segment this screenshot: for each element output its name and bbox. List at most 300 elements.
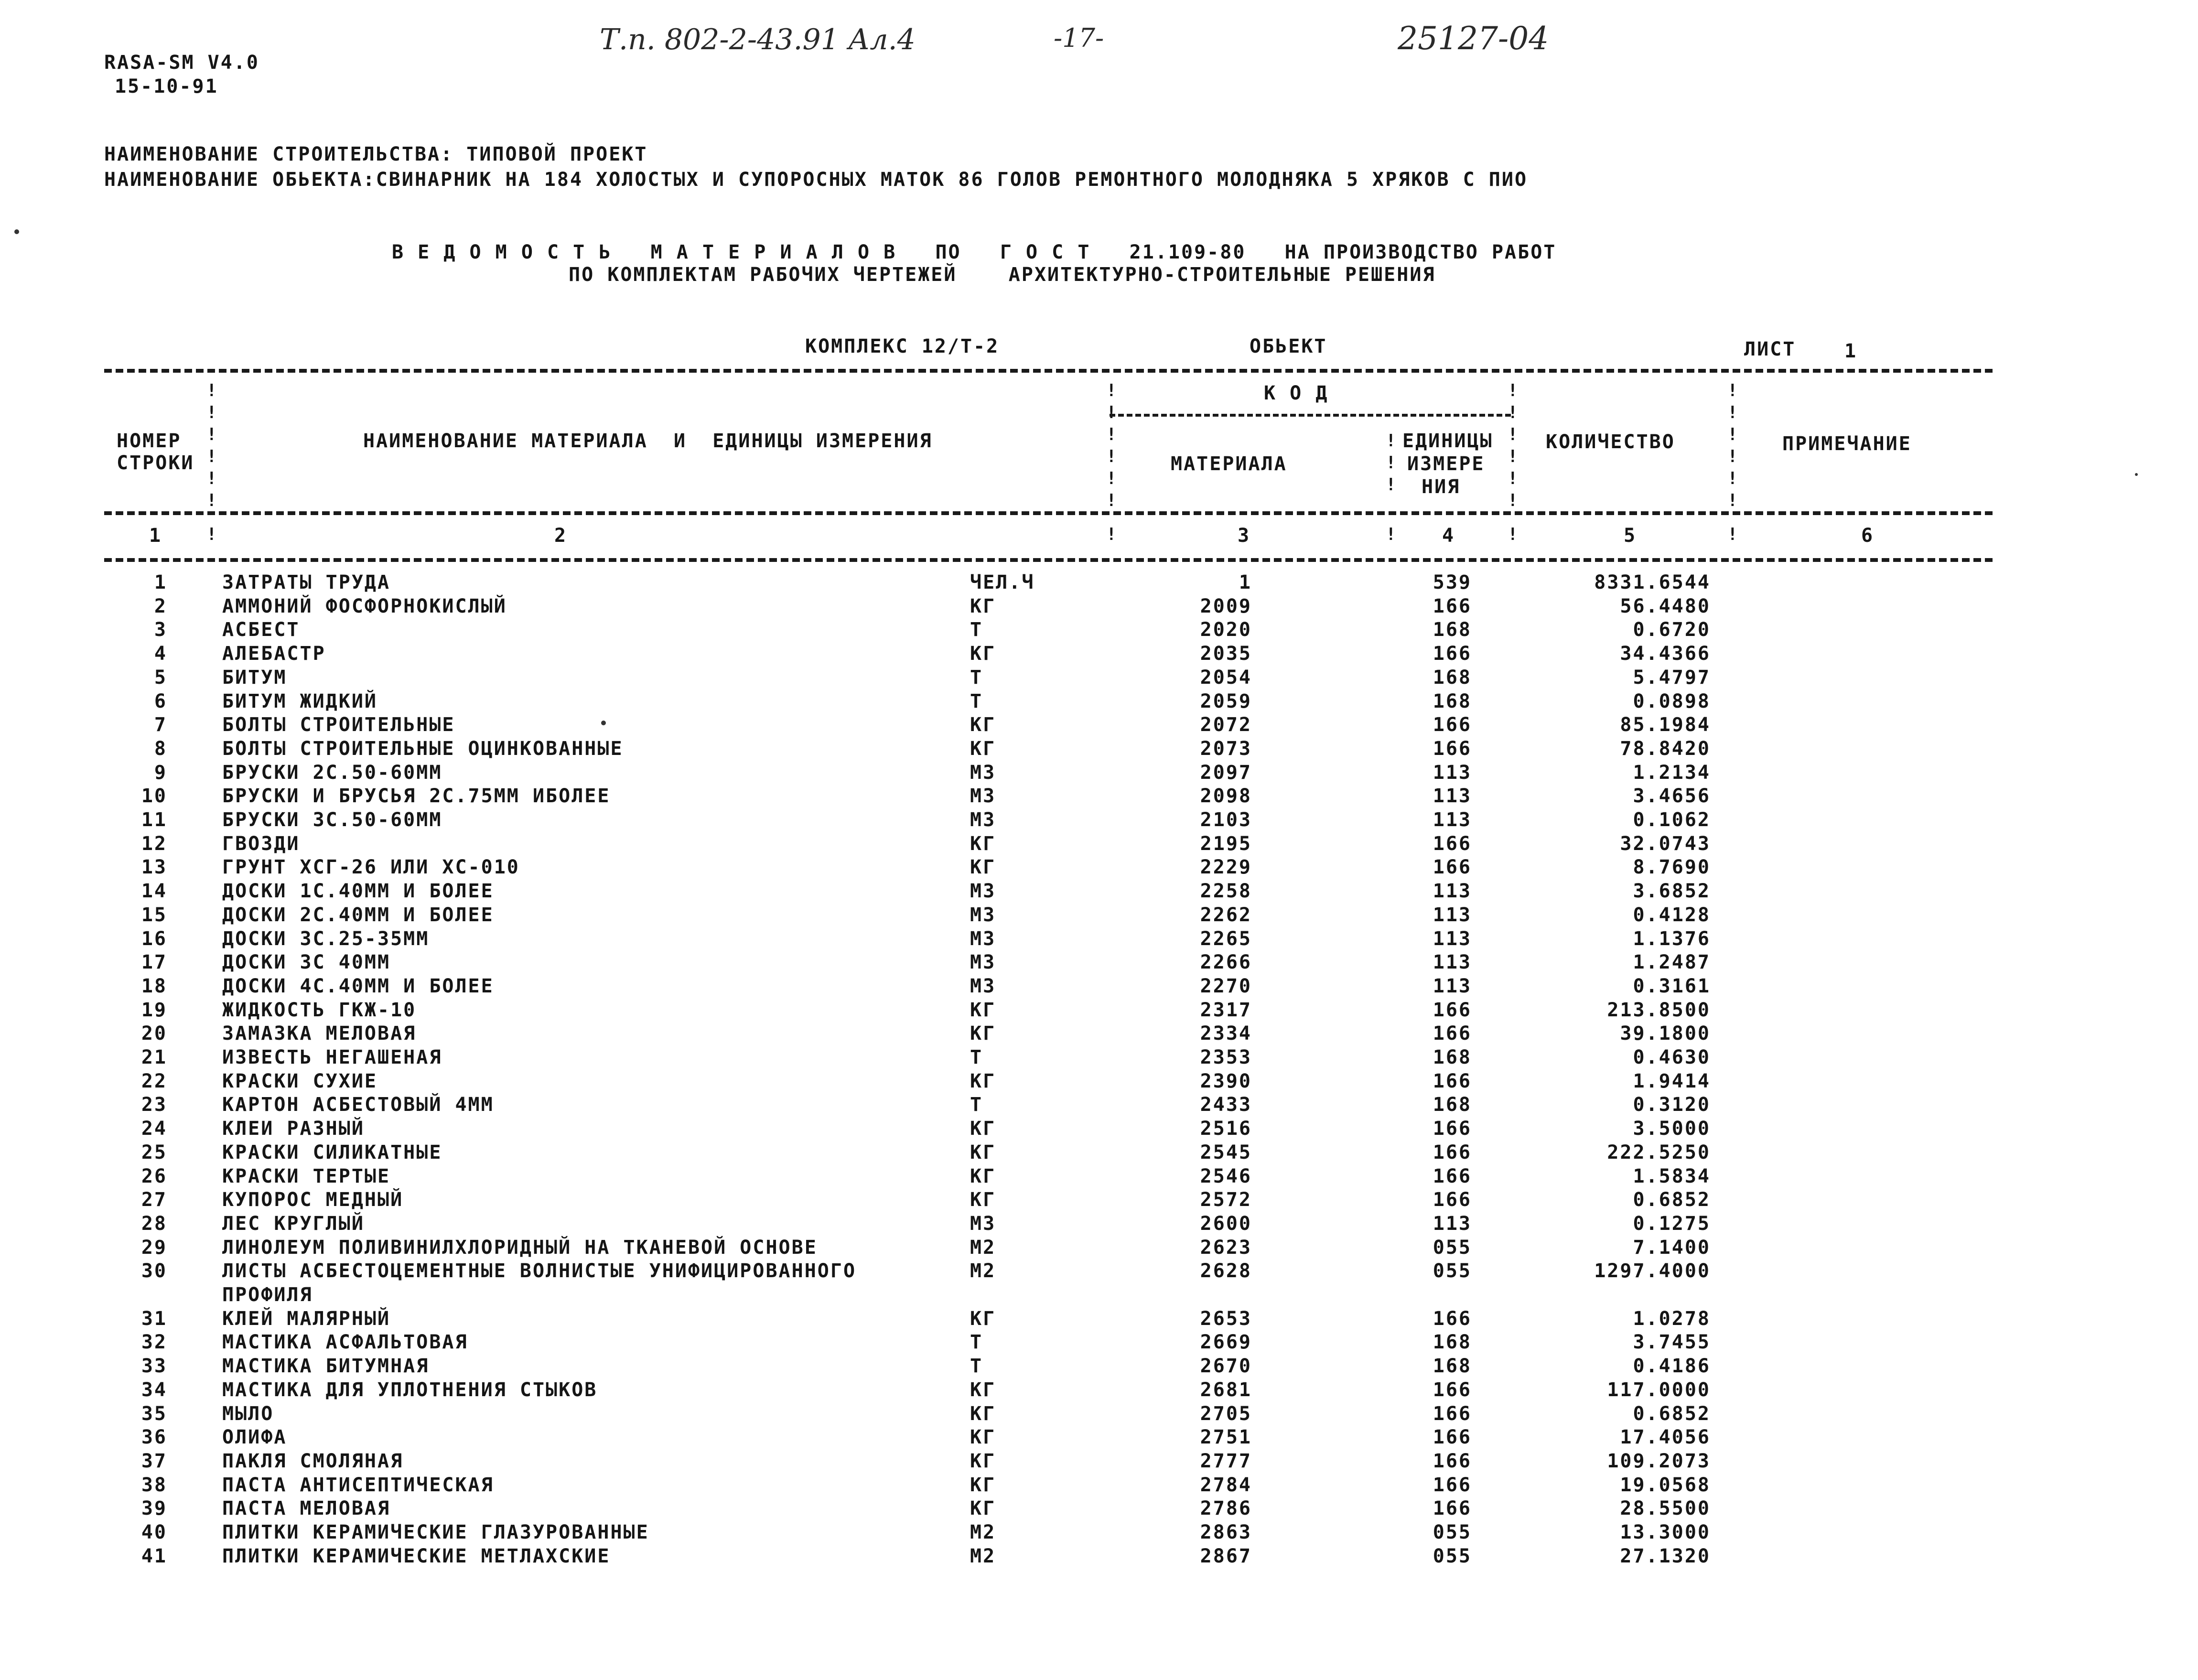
col-number-4: 4 xyxy=(1442,525,1455,547)
unit-cell: М2 xyxy=(970,1521,996,1543)
row-number-cell: 21 xyxy=(141,1046,167,1068)
sheet-number: 1 xyxy=(1844,340,1858,362)
row-number-cell: 1 xyxy=(154,571,167,593)
table-row xyxy=(0,904,2198,928)
table-row xyxy=(0,1450,2198,1474)
quantity-cell: 17.4056 xyxy=(1620,1426,1711,1449)
quantity-cell: 39.1800 xyxy=(1620,1023,1711,1045)
material-code-cell: 2334 xyxy=(1200,1023,1252,1045)
material-name-cell: КЛЕИ РАЗНЫЙ xyxy=(222,1118,365,1140)
row-number-cell: 30 xyxy=(141,1260,167,1282)
quantity-cell: 1.2134 xyxy=(1633,761,1711,784)
material-code-cell: 2270 xyxy=(1200,975,1252,997)
material-name-cell: КРАСКИ ТЕРТЫЕ xyxy=(222,1165,391,1187)
unit-code-cell: 166 xyxy=(1433,1474,1472,1496)
table-row xyxy=(0,951,2198,975)
col-number-3: 3 xyxy=(1238,525,1251,547)
unit-cell: КГ xyxy=(970,643,996,665)
material-name-cell: ЛЕС КРУГЛЫЙ xyxy=(222,1212,365,1235)
material-name-cell: ЗАТРАТЫ ТРУДА xyxy=(222,571,391,593)
unit-code-cell: 166 xyxy=(1433,1497,1472,1520)
unit-cell: ЧЕЛ.Ч xyxy=(970,571,1035,593)
material-code-cell: 2867 xyxy=(1200,1545,1252,1567)
table-row xyxy=(0,571,2198,595)
row-number-cell: 37 xyxy=(141,1450,167,1472)
material-code-cell: 2317 xyxy=(1200,999,1252,1021)
row-number-cell: 27 xyxy=(141,1189,167,1211)
unit-cell: Т xyxy=(970,690,983,712)
unit-code-cell: 166 xyxy=(1433,832,1472,855)
row-number-cell: 24 xyxy=(141,1118,167,1140)
unit-code-cell: 168 xyxy=(1433,1355,1472,1378)
material-name-cell: ПЛИТКИ КЕРАМИЧЕСКИЕ МЕТЛАХСКИЕ xyxy=(222,1545,611,1567)
material-code-cell: 2229 xyxy=(1200,856,1252,879)
row-number-cell: 16 xyxy=(141,927,167,950)
material-name-cell: МАСТИКА АСФАЛЬТОВАЯ xyxy=(222,1331,468,1354)
unit-code-cell: 166 xyxy=(1433,737,1472,760)
row-number-cell: 35 xyxy=(141,1402,167,1425)
unit-code-cell: 166 xyxy=(1433,1378,1472,1401)
unit-cell: КГ xyxy=(970,595,996,617)
material-name-cell: ДОСКИ 3С.25-35ММ xyxy=(222,927,430,950)
handwritten-document-number: 25127-04 xyxy=(1398,20,1549,57)
material-name-cell: АММОНИЙ ФОСФОРНОКИСЛЫЙ xyxy=(222,595,507,617)
row-number-cell: 32 xyxy=(141,1331,167,1354)
program-name: RASA-SM V4.0 xyxy=(104,52,259,74)
row-number-cell: 39 xyxy=(141,1497,167,1520)
quantity-cell: 34.4366 xyxy=(1620,643,1711,665)
table-row xyxy=(0,1046,2198,1070)
material-code-cell: 2035 xyxy=(1200,643,1252,665)
col-unit-code-header-3: НИЯ xyxy=(1422,476,1461,498)
row-number-cell: 12 xyxy=(141,832,167,855)
table-row xyxy=(0,975,2198,999)
quantity-cell: 1.5834 xyxy=(1633,1165,1711,1187)
quantity-cell: 7.1400 xyxy=(1633,1236,1711,1259)
unit-cell: М2 xyxy=(970,1236,996,1259)
row-number-cell: 31 xyxy=(141,1307,167,1330)
table-row xyxy=(0,1545,2198,1569)
unit-code-cell: 166 xyxy=(1433,1450,1472,1472)
material-name-cell: КЛЕЙ МАЛЯРНЫЙ xyxy=(222,1307,391,1330)
row-number-cell: 8 xyxy=(154,737,167,760)
unit-code-cell: 168 xyxy=(1433,690,1472,712)
row-number-cell: 4 xyxy=(154,643,167,665)
unit-cell: КГ xyxy=(970,1378,996,1401)
program-date: 15-10-91 xyxy=(115,75,218,97)
unit-cell: КГ xyxy=(970,1165,996,1187)
unit-cell: КГ xyxy=(970,1474,996,1496)
quantity-cell: 85.1984 xyxy=(1620,714,1711,736)
row-number-cell: 7 xyxy=(154,714,167,736)
material-name-cell: МАСТИКА БИТУМНАЯ xyxy=(222,1355,430,1378)
material-code-cell: 2863 xyxy=(1200,1521,1252,1543)
unit-code-cell: 166 xyxy=(1433,1426,1472,1449)
table-row xyxy=(0,1308,2198,1332)
unit-code-cell: 168 xyxy=(1433,666,1472,689)
material-code-cell: 2751 xyxy=(1200,1426,1252,1449)
table-row xyxy=(0,833,2198,857)
material-code-cell: 2777 xyxy=(1200,1450,1252,1472)
unit-code-cell: 113 xyxy=(1433,951,1472,974)
unit-code-cell: 166 xyxy=(1433,1189,1472,1211)
table-row xyxy=(0,1355,2198,1379)
table-row xyxy=(0,1142,2198,1165)
material-name-cell: ОЛИФА xyxy=(222,1426,287,1449)
unit-cell: КГ xyxy=(970,1426,996,1449)
material-name-cell: ЖИДКОСТЬ ГКЖ-10 xyxy=(222,999,417,1021)
row-number-cell: 41 xyxy=(141,1545,167,1567)
col-code-group-header: К О Д xyxy=(1264,382,1329,404)
material-code-cell: 2623 xyxy=(1200,1236,1252,1259)
material-code-cell: 2353 xyxy=(1200,1046,1252,1068)
unit-cell: М3 xyxy=(970,880,996,903)
unit-cell: М3 xyxy=(970,1212,996,1235)
material-name-cell: ПАСТА МЕЛОВАЯ xyxy=(222,1497,391,1520)
unit-code-cell: 166 xyxy=(1433,1070,1472,1092)
material-code-cell: 2669 xyxy=(1200,1331,1252,1354)
material-code-cell: 2546 xyxy=(1200,1165,1252,1187)
quantity-cell: 1.1376 xyxy=(1633,927,1711,950)
unit-cell: Т xyxy=(970,1094,983,1116)
col-unit-code-header-2: ИЗМЕРЕ xyxy=(1407,453,1485,475)
unit-code-cell: 166 xyxy=(1433,643,1472,665)
quantity-cell: 3.6852 xyxy=(1633,880,1711,903)
quantity-cell: 0.6720 xyxy=(1633,619,1711,641)
unit-code-cell: 166 xyxy=(1433,714,1472,736)
row-number-cell: 14 xyxy=(141,880,167,903)
unit-code-cell: 166 xyxy=(1433,1165,1472,1187)
row-number-cell: 26 xyxy=(141,1165,167,1187)
quantity-cell: 8331.6544 xyxy=(1594,571,1711,593)
column-separator: ! xyxy=(1508,525,1518,544)
table-row xyxy=(0,928,2198,952)
object-label: ОБЬЕКТ xyxy=(1250,335,1327,357)
unit-cell: КГ xyxy=(970,856,996,879)
quantity-cell: 3.7455 xyxy=(1633,1331,1711,1354)
scan-speck xyxy=(14,229,19,234)
material-code-cell: 2098 xyxy=(1200,785,1252,808)
unit-code-cell: 113 xyxy=(1433,809,1472,831)
column-numbers-rule xyxy=(104,558,1993,562)
column-separator: ! ! ! ! ! ! xyxy=(1727,381,1738,510)
column-separator: ! ! ! ! ! ! xyxy=(1106,381,1117,510)
col-row-number-header-2: СТРОКИ xyxy=(117,452,194,474)
table-row xyxy=(0,595,2198,619)
material-code-cell: 2572 xyxy=(1200,1189,1252,1211)
material-name-cell: ПРОФИЛЯ xyxy=(222,1284,313,1306)
table-row xyxy=(0,667,2198,690)
document-subtitle: ПО КОМПЛЕКТАМ РАБОЧИХ ЧЕРТЕЖЕЙ АРХИТЕКТУРНО-СТРОИТЕЛЬНЫЕ РЕШЕНИЯ xyxy=(569,264,1436,286)
unit-code-cell: 055 xyxy=(1433,1236,1472,1259)
quantity-cell: 1.9414 xyxy=(1633,1070,1711,1092)
unit-cell: КГ xyxy=(970,1118,996,1140)
material-name-cell: БИТУМ ЖИДКИЙ xyxy=(222,690,377,712)
material-code-cell: 2262 xyxy=(1200,904,1252,926)
row-number-cell: 10 xyxy=(141,785,167,808)
col-number-6: 6 xyxy=(1861,525,1875,547)
table-row xyxy=(0,1165,2198,1189)
row-number-cell: 19 xyxy=(141,999,167,1021)
table-row xyxy=(0,1118,2198,1142)
material-code-cell: 2097 xyxy=(1200,761,1252,784)
material-name-cell: БОЛТЫ СТРОИТЕЛЬНЫЕ ОЦИНКОВАННЫЕ xyxy=(222,737,624,760)
row-number-cell: 6 xyxy=(154,690,167,712)
quantity-cell: 0.6852 xyxy=(1633,1189,1711,1211)
material-code-cell: 2786 xyxy=(1200,1497,1252,1520)
unit-code-cell: 113 xyxy=(1433,880,1472,903)
quantity-cell: 27.1320 xyxy=(1620,1545,1711,1567)
material-name-cell: АЛЕБАСТР xyxy=(222,643,326,665)
unit-cell: КГ xyxy=(970,1141,996,1163)
unit-cell: М3 xyxy=(970,975,996,997)
construction-name: НАИМЕНОВАНИЕ СТРОИТЕЛЬСТВА: ТИПОВОЙ ПРОЕКТ xyxy=(104,143,648,165)
quantity-cell: 1297.4000 xyxy=(1594,1260,1711,1282)
quantity-cell: 0.4630 xyxy=(1633,1046,1711,1068)
material-name-cell: МЫЛО xyxy=(222,1402,274,1425)
unit-code-cell: 166 xyxy=(1433,1141,1472,1163)
material-name-cell: БРУСКИ И БРУСЬЯ 2С.75ММ ИБОЛЕЕ xyxy=(222,785,611,808)
row-number-cell: 5 xyxy=(154,666,167,689)
unit-cell: Т xyxy=(970,666,983,689)
material-name-cell: ГРУНТ ХСГ-26 ИЛИ ХС-010 xyxy=(222,856,520,879)
table-row xyxy=(0,643,2198,667)
unit-code-cell: 168 xyxy=(1433,1046,1472,1068)
col-number-5: 5 xyxy=(1624,525,1637,547)
row-number-cell: 25 xyxy=(141,1141,167,1163)
col-quantity-header: КОЛИЧЕСТВО xyxy=(1546,431,1675,453)
row-number-cell: 29 xyxy=(141,1236,167,1259)
unit-code-cell: 168 xyxy=(1433,1094,1472,1116)
material-name-cell: ДОСКИ 1С.40ММ И БОЛЕЕ xyxy=(222,880,494,903)
unit-code-cell: 113 xyxy=(1433,904,1472,926)
quantity-cell: 0.0898 xyxy=(1633,690,1711,712)
unit-code-cell: 166 xyxy=(1433,999,1472,1021)
material-name-cell: БРУСКИ 3С.50-60ММ xyxy=(222,809,442,831)
object-name: НАИМЕНОВАНИЕ ОБЬЕКТА:СВИНАРНИК НА 184 ХОЛОСТЫХ И СУПОРОСНЫХ МАТОК 86 ГОЛОВ РЕМОНТНОГО МОЛОДНЯКА 5 ХРЯКОВ С ПИО xyxy=(104,169,1528,191)
unit-cell: Т xyxy=(970,1355,983,1378)
unit-cell: КГ xyxy=(970,1189,996,1211)
row-number-cell: 28 xyxy=(141,1212,167,1235)
table-top-rule xyxy=(104,369,1993,373)
material-name-cell: ДОСКИ 3С 40ММ xyxy=(222,951,391,974)
material-code-cell: 2433 xyxy=(1200,1094,1252,1116)
unit-code-cell: 166 xyxy=(1433,595,1472,617)
table-row xyxy=(0,1379,2198,1403)
unit-code-cell: 166 xyxy=(1433,856,1472,879)
material-name-cell: ДОСКИ 2С.40ММ И БОЛЕЕ xyxy=(222,904,494,926)
quantity-cell: 0.3120 xyxy=(1633,1094,1711,1116)
unit-cell: КГ xyxy=(970,714,996,736)
material-code-cell: 2265 xyxy=(1200,927,1252,950)
unit-code-cell: 113 xyxy=(1433,785,1472,808)
table-row xyxy=(0,1213,2198,1237)
unit-cell: М3 xyxy=(970,951,996,974)
document-title: В Е Д О М О С Т Ь М А Т Е Р И А Л О В ПО Г О С Т 21.109-80 НА ПРОИЗВОДСТВО РАБОТ xyxy=(392,241,1557,263)
table-row xyxy=(0,1237,2198,1260)
column-separator: ! ! ! ! ! ! xyxy=(1508,381,1518,510)
quantity-cell: 1.0278 xyxy=(1633,1307,1711,1330)
material-code-cell: 2784 xyxy=(1200,1474,1252,1496)
unit-cell: Т xyxy=(970,619,983,641)
material-code-cell: 2390 xyxy=(1200,1070,1252,1092)
quantity-cell: 0.4128 xyxy=(1633,904,1711,926)
material-code-cell: 2653 xyxy=(1200,1307,1252,1330)
material-code-cell: 2681 xyxy=(1200,1378,1252,1401)
unit-cell: М2 xyxy=(970,1545,996,1567)
column-separator: ! ! ! ! ! ! xyxy=(206,381,217,510)
quantity-cell: 0.1275 xyxy=(1633,1212,1711,1235)
row-number-cell: 2 xyxy=(154,595,167,617)
unit-code-cell: 166 xyxy=(1433,1402,1472,1425)
material-name-cell: АСБЕСТ xyxy=(222,619,300,641)
row-number-cell: 18 xyxy=(141,975,167,997)
unit-cell: М3 xyxy=(970,927,996,950)
material-code-cell: 2545 xyxy=(1200,1141,1252,1163)
table-row xyxy=(0,1070,2198,1094)
table-row xyxy=(0,690,2198,714)
quantity-cell: 0.4186 xyxy=(1633,1355,1711,1378)
unit-cell: М3 xyxy=(970,904,996,926)
material-code-cell: 2009 xyxy=(1200,595,1252,617)
material-name-cell: КАРТОН АСБЕСТОВЫЙ 4ММ xyxy=(222,1094,494,1116)
handwritten-page-number: -17- xyxy=(1054,23,1104,53)
table-row xyxy=(0,1284,2198,1308)
quantity-cell: 28.5500 xyxy=(1620,1497,1711,1520)
table-row xyxy=(0,1094,2198,1118)
material-name-cell: БОЛТЫ СТРОИТЕЛЬНЫЕ xyxy=(222,714,455,736)
column-separator: ! xyxy=(1727,525,1738,544)
quantity-cell: 0.6852 xyxy=(1633,1402,1711,1425)
row-number-cell: 13 xyxy=(141,856,167,879)
unit-cell: М2 xyxy=(970,1260,996,1282)
column-separator: ! xyxy=(206,525,217,544)
unit-cell: КГ xyxy=(970,1402,996,1425)
quantity-cell: 0.1062 xyxy=(1633,809,1711,831)
material-code-cell: 2054 xyxy=(1200,666,1252,689)
row-number-cell: 38 xyxy=(141,1474,167,1496)
table-row xyxy=(0,999,2198,1023)
table-row xyxy=(0,856,2198,880)
unit-code-cell: 113 xyxy=(1433,1212,1472,1235)
material-code-cell: 2103 xyxy=(1200,809,1252,831)
quantity-cell: 3.4656 xyxy=(1633,785,1711,808)
unit-code-cell: 166 xyxy=(1433,1118,1472,1140)
col-row-number-header-1: НОМЕР xyxy=(117,430,182,452)
unit-code-cell: 113 xyxy=(1433,975,1472,997)
unit-code-cell: 166 xyxy=(1433,1307,1472,1330)
quantity-cell: 56.4480 xyxy=(1620,595,1711,617)
material-code-cell: 2600 xyxy=(1200,1212,1252,1235)
unit-code-cell: 113 xyxy=(1433,927,1472,950)
material-code-cell: 2670 xyxy=(1200,1355,1252,1378)
table-row xyxy=(0,1331,2198,1355)
row-number-cell: 22 xyxy=(141,1070,167,1092)
table-row xyxy=(0,1023,2198,1046)
unit-cell: М3 xyxy=(970,761,996,784)
header-bottom-rule xyxy=(104,511,1993,515)
unit-cell: Т xyxy=(970,1331,983,1354)
quantity-cell: 8.7690 xyxy=(1633,856,1711,879)
material-code-cell: 2072 xyxy=(1200,714,1252,736)
quantity-cell: 19.0568 xyxy=(1620,1474,1711,1496)
material-name-cell: ПАКЛЯ СМОЛЯНАЯ xyxy=(222,1450,404,1472)
material-name-cell: ПАСТА АНТИСЕПТИЧЕСКАЯ xyxy=(222,1474,494,1496)
unit-cell: Т xyxy=(970,1046,983,1068)
table-row xyxy=(0,1497,2198,1521)
unit-cell: М3 xyxy=(970,809,996,831)
material-name-cell: БИТУМ xyxy=(222,666,287,689)
table-row xyxy=(0,1521,2198,1545)
handwritten-doc-ref: Т.п. 802-2-43.91 Ал.4 xyxy=(600,23,916,56)
row-number-cell: 3 xyxy=(154,619,167,641)
unit-cell: КГ xyxy=(970,1070,996,1092)
quantity-cell: 109.2073 xyxy=(1607,1450,1711,1472)
material-name-cell: БРУСКИ 2С.50-60ММ xyxy=(222,761,442,784)
col-unit-code-header-1: ЕДИНИЦЫ xyxy=(1402,430,1493,452)
table-row xyxy=(0,1403,2198,1427)
material-name-cell: ИЗВЕСТЬ НЕГАШЕНАЯ xyxy=(222,1046,442,1068)
table-row xyxy=(0,619,2198,643)
complex-label: КОМПЛЕКС 12/Т-2 xyxy=(805,335,1000,357)
table-row xyxy=(0,1474,2198,1498)
unit-cell: КГ xyxy=(970,1307,996,1330)
material-code-cell: 1 xyxy=(1239,571,1252,593)
row-number-cell: 33 xyxy=(141,1355,167,1378)
material-code-cell: 2628 xyxy=(1200,1260,1252,1282)
quantity-cell: 5.4797 xyxy=(1633,666,1711,689)
unit-code-cell: 055 xyxy=(1433,1521,1472,1543)
col-note-header: ПРИМЕЧАНИЕ xyxy=(1782,433,1912,455)
quantity-cell: 78.8420 xyxy=(1620,737,1711,760)
table-row xyxy=(0,714,2198,738)
scan-speck xyxy=(2135,473,2138,476)
material-name-cell: КРАСКИ СИЛИКАТНЫЕ xyxy=(222,1141,442,1163)
quantity-cell: 222.5250 xyxy=(1607,1141,1711,1163)
table-row xyxy=(0,1426,2198,1450)
material-name-cell: МАСТИКА ДЛЯ УПЛОТНЕНИЯ СТЫКОВ xyxy=(222,1378,598,1401)
row-number-cell: 34 xyxy=(141,1378,167,1401)
col-material-code-header: МАТЕРИАЛА xyxy=(1171,453,1287,475)
table-row xyxy=(0,762,2198,786)
column-separator: ! xyxy=(1106,525,1117,544)
unit-cell: КГ xyxy=(970,737,996,760)
material-name-cell: КУПОРОС МЕДНЫЙ xyxy=(222,1189,404,1211)
table-row xyxy=(0,880,2198,904)
table-row xyxy=(0,738,2198,762)
col-material-name-header: НАИМЕНОВАНИЕ МАТЕРИАЛА И ЕДИНИЦЫ ИЗМЕРЕНИЯ xyxy=(363,430,933,452)
table-row xyxy=(0,1260,2198,1284)
material-code-cell: 2195 xyxy=(1200,832,1252,855)
unit-code-cell: 166 xyxy=(1433,1023,1472,1045)
col-number-2: 2 xyxy=(554,525,568,547)
unit-code-cell: 168 xyxy=(1433,1331,1472,1354)
row-number-cell: 9 xyxy=(154,761,167,784)
unit-cell: КГ xyxy=(970,1497,996,1520)
unit-code-cell: 055 xyxy=(1433,1260,1472,1282)
quantity-cell: 0.3161 xyxy=(1633,975,1711,997)
row-number-cell: 17 xyxy=(141,951,167,974)
material-name-cell: ЗАМАЗКА МЕЛОВАЯ xyxy=(222,1023,417,1045)
code-group-rule xyxy=(1110,414,1511,417)
material-name-cell: ЛИСТЫ АСБЕСТОЦЕМЕНТНЫЕ ВОЛНИСТЫЕ УНИФИЦИРОВАННОГО xyxy=(222,1260,857,1282)
quantity-cell: 117.0000 xyxy=(1607,1378,1711,1401)
unit-cell: КГ xyxy=(970,1450,996,1472)
material-code-cell: 2516 xyxy=(1200,1118,1252,1140)
quantity-cell: 1.2487 xyxy=(1633,951,1711,974)
sheet-label: ЛИСТ xyxy=(1744,338,1796,360)
col-number-1: 1 xyxy=(149,525,162,547)
